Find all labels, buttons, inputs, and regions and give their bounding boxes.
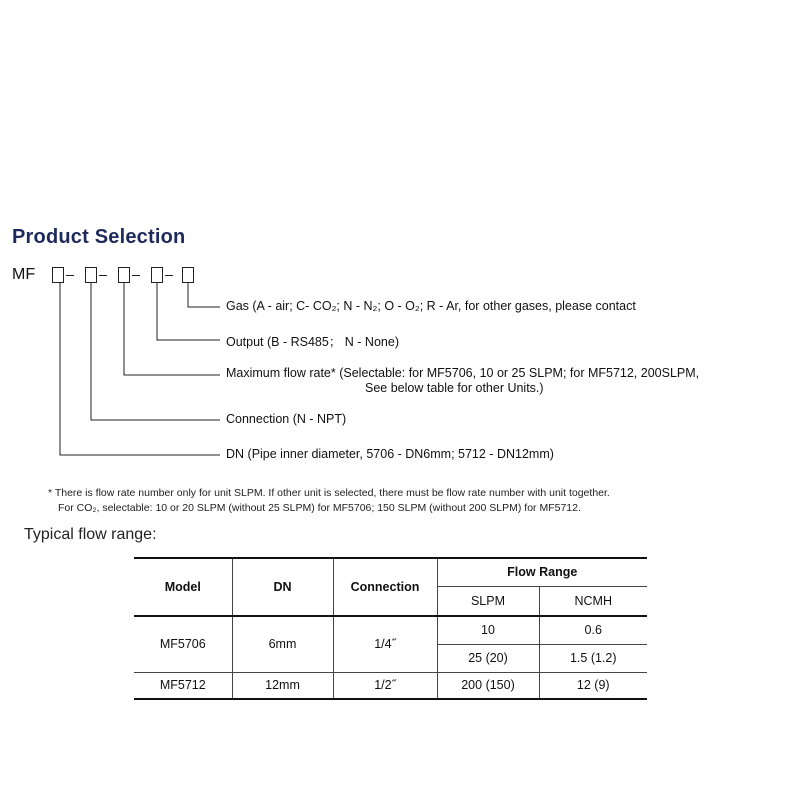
header-flow-range: Flow Range	[437, 558, 647, 586]
connector-dn	[60, 283, 220, 455]
cell-ncmh: 1.5 (1.2)	[539, 644, 647, 672]
option-gas: Gas (A - air; C- CO₂; N - N₂; O - O₂; R - Ar, for other gases, please contact	[226, 299, 636, 313]
flow-range-table	[134, 557, 647, 700]
option-max-flow: Maximum flow rate* (Selectable: for MF5706, 10 or 25 SLPM; for MF5712, 200SLPM,	[226, 366, 700, 380]
header-model: Model	[134, 558, 232, 616]
option-connection: Connection (N - NPT)	[226, 412, 347, 426]
cell-slpm: 10	[437, 616, 539, 644]
header-dn: DN	[232, 558, 333, 616]
footnote-1: * There is flow rate number only for unit SLPM. If other unit is selected, there must be flow rate number with unit together.	[48, 487, 610, 499]
table-row	[134, 672, 647, 699]
cell-connection: 1/4˝	[333, 616, 437, 672]
header-connection: Connection	[333, 558, 437, 616]
option-dn: DN (Pipe inner diameter, 5706 - DN6mm; 5712 - DN12mm)	[226, 447, 554, 461]
cell-model: MF5712	[134, 672, 232, 699]
cell-connection: 1/2˝	[333, 672, 437, 699]
connector-max-flow	[124, 283, 220, 375]
cell-slpm: 200 (150)	[437, 672, 539, 699]
model-code-prefix: MF	[12, 266, 36, 283]
option-max-flow-line2: See below table for other Units.)	[365, 381, 544, 395]
connector-connection	[91, 283, 220, 420]
connector-gas	[188, 283, 220, 307]
option-output: Output (B - RS485； N - None)	[226, 335, 399, 349]
cell-ncmh: 0.6	[539, 616, 647, 644]
page-title: Product Selection	[12, 226, 186, 248]
cell-ncmh: 12 (9)	[539, 672, 647, 699]
cell-slpm: 25 (20)	[437, 644, 539, 672]
footnote-2: For CO₂, selectable: 10 or 20 SLPM (without 25 SLPM) for MF5706; 150 SLPM (without 200 SLPM) for MF5712.	[58, 502, 581, 514]
cell-model: MF5706	[134, 616, 232, 672]
cell-dn: 6mm	[232, 616, 333, 672]
header-ncmh: NCMH	[539, 586, 647, 616]
flow-range-heading: Typical flow range:	[24, 526, 157, 543]
table-row	[134, 616, 647, 644]
header-slpm: SLPM	[437, 586, 539, 616]
cell-dn: 12mm	[232, 672, 333, 699]
